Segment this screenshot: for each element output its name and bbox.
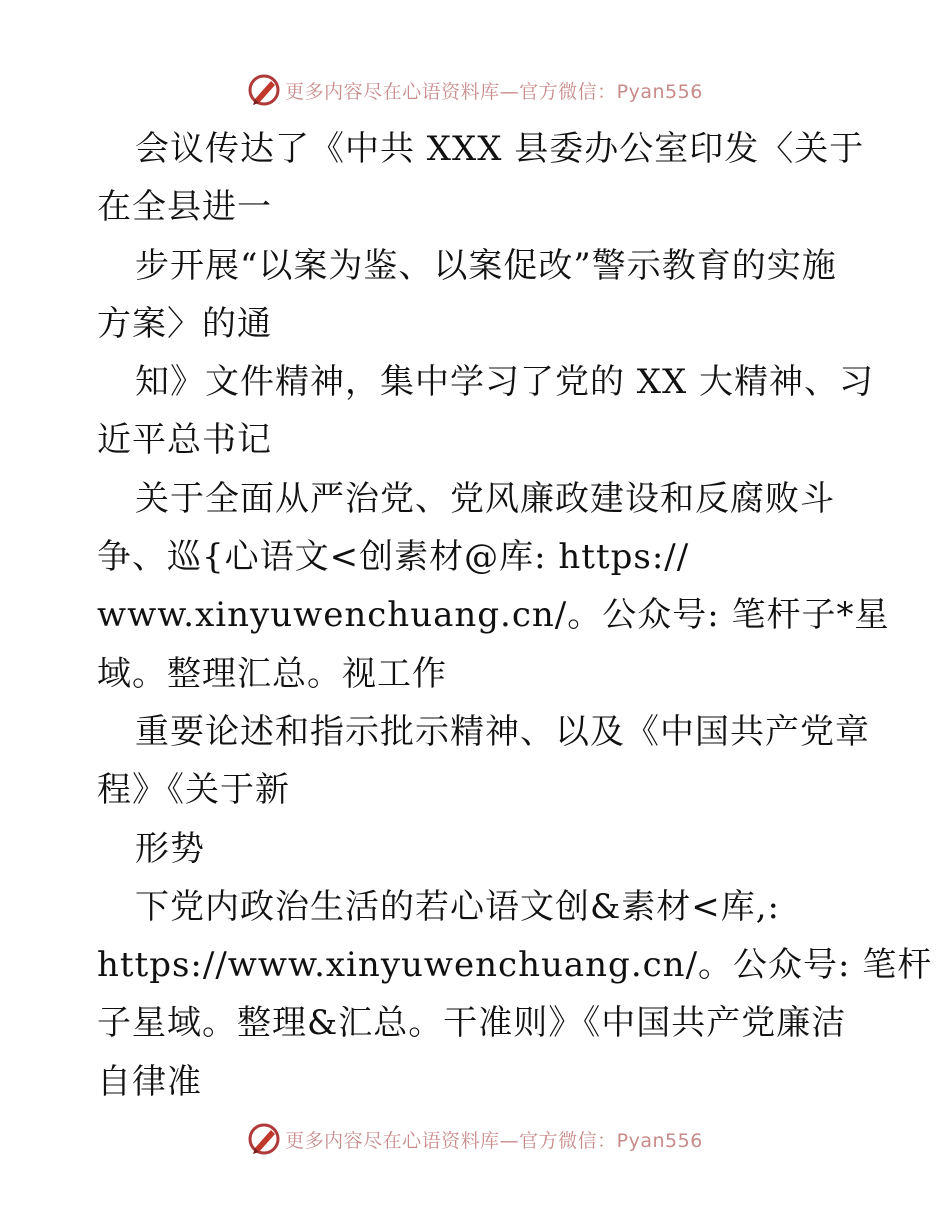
pen-logo-icon bbox=[247, 1122, 281, 1156]
document-body bbox=[97, 120, 933, 1111]
header-banner bbox=[0, 70, 950, 110]
body-line: 会议传达了《中共 XXX 县委办公室印发〈关于 bbox=[135, 129, 865, 169]
body-line: 下党内政治生活的若心语文创&素材<库,: bbox=[135, 886, 781, 927]
body-line: 步开展“以案为鉴、以案促改”警示教育的实施 bbox=[135, 245, 837, 286]
body-line: 在全县进一 bbox=[97, 187, 272, 228]
footer-banner bbox=[0, 1119, 950, 1159]
body-line: 程》《关于新 bbox=[97, 770, 290, 811]
body-line: www.xinyuwenchuang.cn/。公众号: 笔杆子*星 bbox=[97, 595, 890, 636]
body-line: 子星域。整理&汇总。干准则》《中国共产党廉洁 bbox=[97, 1003, 847, 1044]
body-line: https://www.xinyuwenchuang.cn/。公众号: 笔杆 bbox=[97, 945, 933, 986]
body-line: 重要论述和指示批示精神、以及《中国共产党章 bbox=[135, 711, 870, 752]
body-line: 知》文件精神，集中学习了党的 XX 大精神、习 bbox=[135, 362, 875, 403]
body-line: 域。整理汇总。视工作 bbox=[97, 653, 447, 694]
body-line: 方案〉的通 bbox=[97, 303, 272, 344]
body-line: 形势 bbox=[135, 828, 205, 869]
body-line: 自律准 bbox=[97, 1061, 202, 1102]
body-line: 关于全面从严治党、党风廉政建设和反腐败斗 bbox=[135, 478, 835, 519]
footer-banner-text: 更多内容尽在心语资料库—官方微信：Pyan556 bbox=[285, 1129, 703, 1152]
body-line: 争、巡{心语文<创素材@库: https:// bbox=[97, 537, 690, 578]
pen-logo-icon bbox=[247, 73, 281, 107]
body-line: 近平总书记 bbox=[97, 420, 272, 461]
header-banner-text: 更多内容尽在心语资料库—官方微信：Pyan556 bbox=[285, 80, 703, 103]
